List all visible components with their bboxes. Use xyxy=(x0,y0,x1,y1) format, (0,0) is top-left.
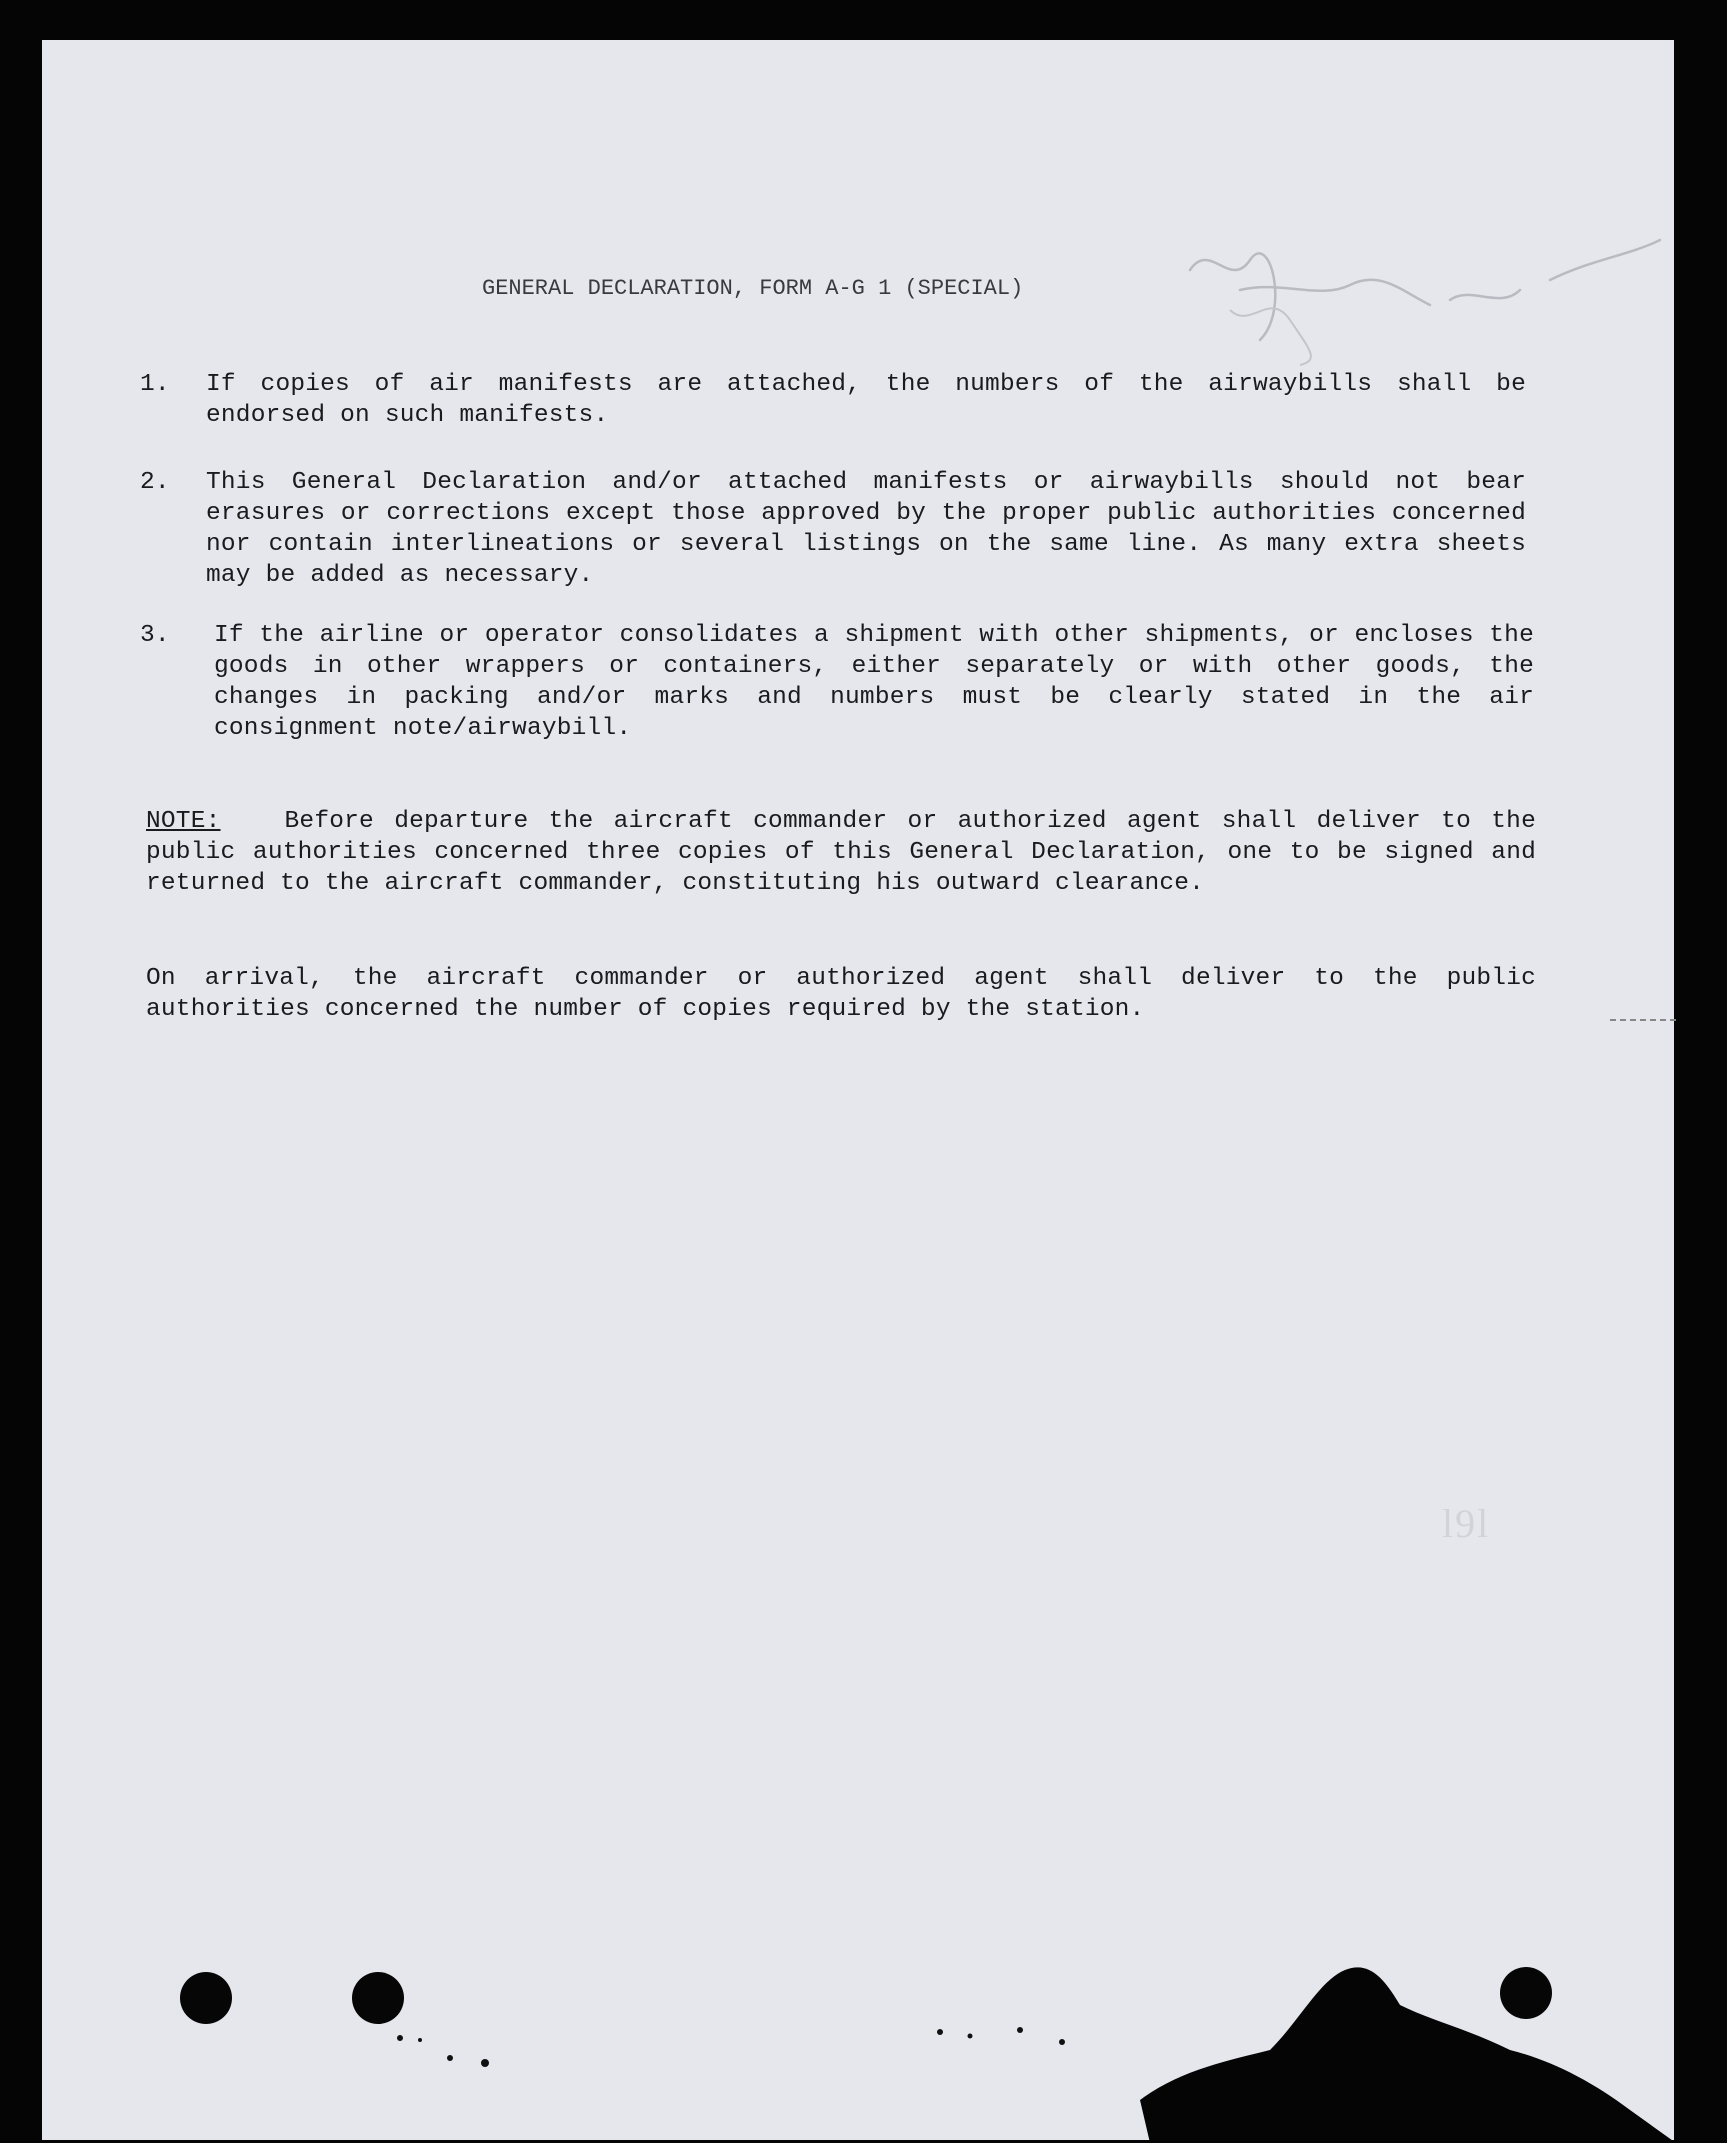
item-number: 1. xyxy=(140,371,170,398)
edge-dash-mark xyxy=(1610,1018,1680,1022)
faint-bleed-through-mark: l9l xyxy=(1442,1501,1491,1546)
torn-corner xyxy=(1110,1960,1676,2143)
handwritten-scribble xyxy=(1170,230,1670,370)
punch-hole-left xyxy=(180,1972,232,2024)
item-number: 2. xyxy=(140,469,170,496)
item-text: If the airline or operator consolidates a shipment with other shipments, or encloses the goods in other wrappers or containers, either separately or with other goods, the changes in packing and/or marks and numbers must be clearly stated in the air consignment note/airwaybill. xyxy=(214,622,1534,742)
item-number: 3. xyxy=(140,622,170,649)
item-text: If copies of air manifests are attached, the numbers of the airwaybills shall be endorsed on such manifests. xyxy=(206,371,1526,429)
item-text: This General Declaration and/or attached manifests or airwaybills should not bear erasures or corrections except those approved by the proper public authorities concerned nor contain interlineations or several listings on the same line. As many extra sheets may be added as necessary. xyxy=(206,469,1526,589)
punch-hole-center xyxy=(352,1972,404,2024)
note-text: Before departure the aircraft commander or authorized agent shall deliver to the public authorities concerned three copies of this General Declaration, one to be signed and returned to the aircraft commander, constituting his outward clearance. xyxy=(146,808,1536,897)
arrival-paragraph: On arrival, the aircraft commander or authorized agent shall deliver to the public authorities concerned the number of copies required by the station. xyxy=(146,965,1536,1023)
note-paragraph xyxy=(146,806,1536,899)
document-title: GENERAL DECLARATION, FORM A-G 1 (SPECIAL) xyxy=(482,276,1024,301)
ink-specks xyxy=(380,2018,1100,2078)
note-label: NOTE: xyxy=(146,808,221,835)
